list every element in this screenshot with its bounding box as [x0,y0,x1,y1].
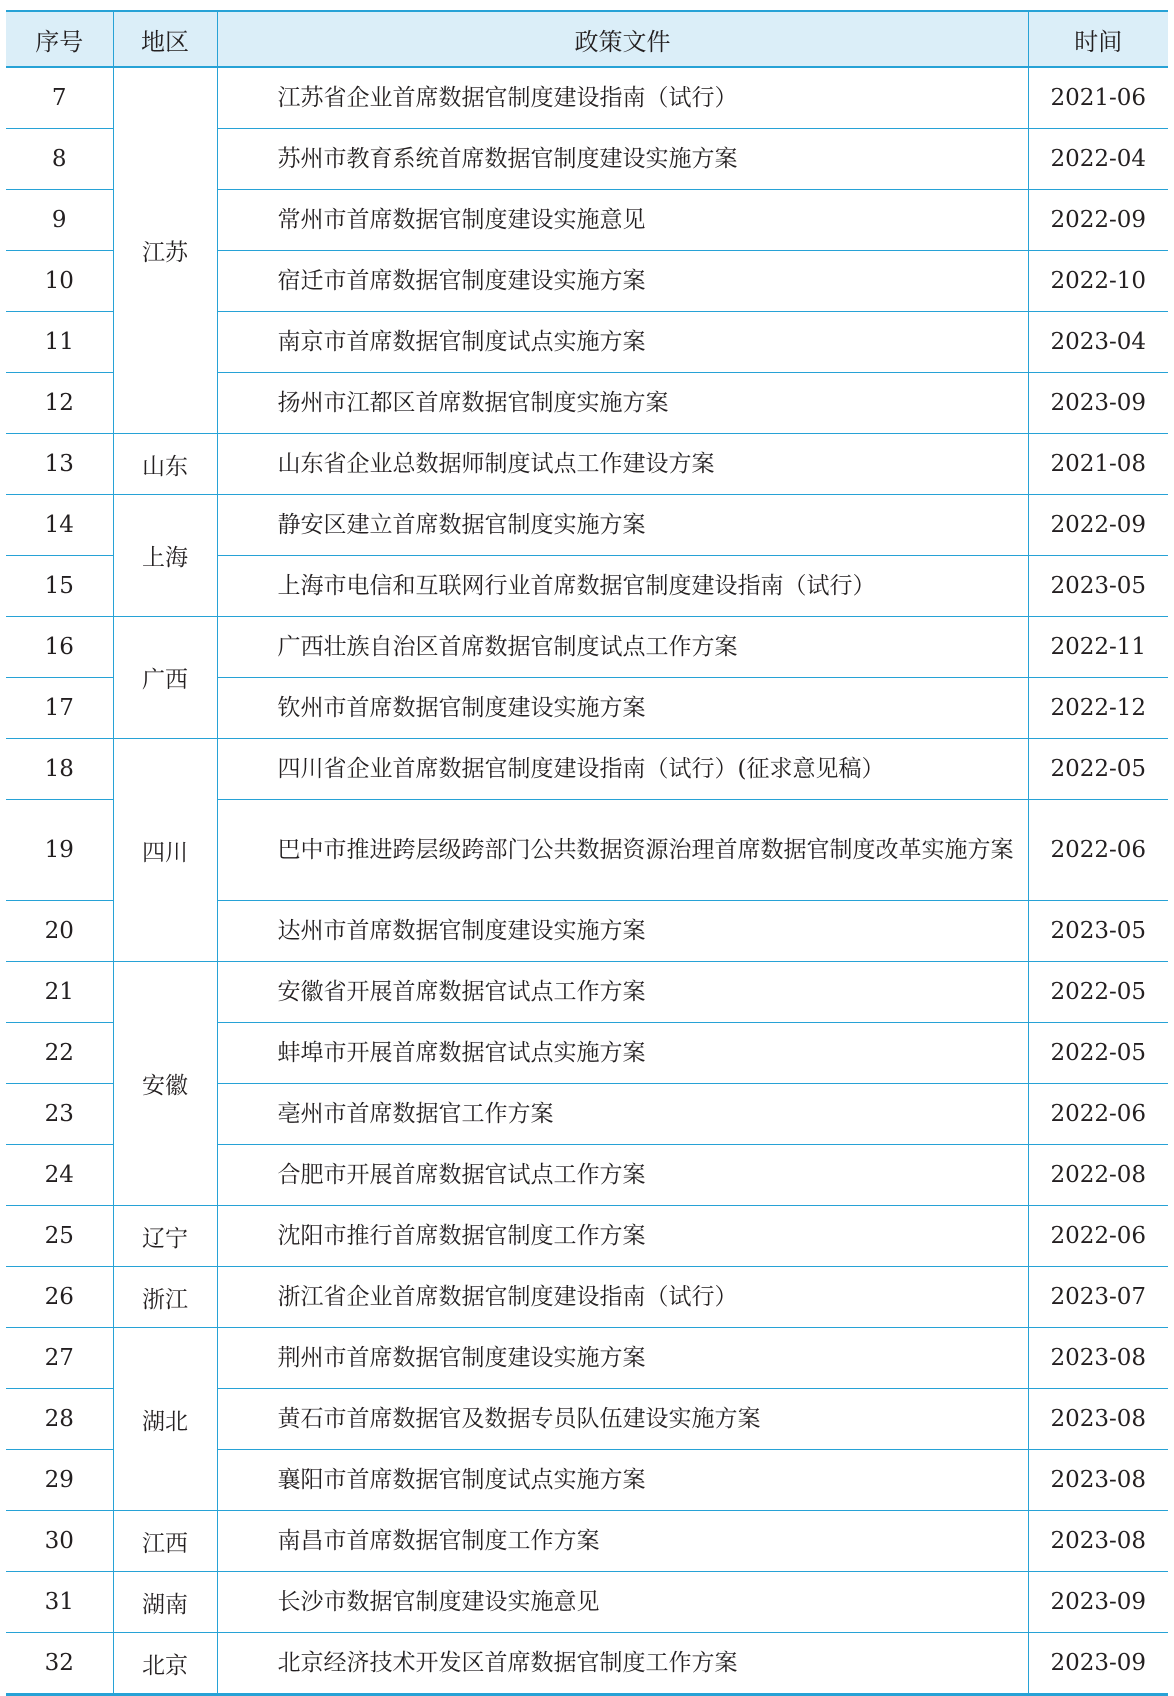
policy-document-text: 北京经济技术开发区首席数据官制度工作方案 [277,1650,738,1676]
row-number: 19 [6,800,113,901]
row-number: 7 [6,67,113,129]
row-number: 18 [6,739,113,800]
policy-document-text: 巴中市推进跨层级跨部门公共数据资源治理首席数据官制度改革实施方案 [277,837,1014,863]
table-row [6,1267,1168,1328]
row-number: 21 [6,962,113,1023]
header-number: 序号 [6,11,113,67]
policy-document-text: 浙江省企业首席数据官制度建设指南（试行） [277,1284,738,1310]
date-cell: 2023-07 [1028,1267,1168,1328]
date-cell: 2022-06 [1028,800,1168,901]
date-cell: 2022-09 [1028,190,1168,251]
date-cell: 2021-06 [1028,67,1168,129]
policy-document-cell [217,190,1028,251]
policy-document-text: 达州市首席数据官制度建设实施方案 [277,918,646,944]
table-row [6,1511,1168,1572]
policy-document-cell [217,1511,1028,1572]
policy-document-cell [217,617,1028,678]
policy-document-cell [217,678,1028,739]
date-cell: 2022-11 [1028,617,1168,678]
row-number: 31 [6,1572,113,1633]
table-row [6,1633,1168,1695]
region-cell: 湖北 [113,1328,217,1511]
date-cell: 2022-10 [1028,251,1168,312]
region-cell: 浙江 [113,1267,217,1328]
region-cell: 湖南 [113,1572,217,1633]
policy-document-text: 荆州市首席数据官制度建设实施方案 [277,1345,646,1371]
row-number: 20 [6,901,113,962]
region-cell: 北京 [113,1633,217,1695]
policy-document-text: 钦州市首席数据官制度建设实施方案 [277,695,646,721]
policy-document-text: 长沙市数据官制度建设实施意见 [277,1589,600,1615]
date-cell: 2023-09 [1028,1633,1168,1695]
policy-document-cell [217,739,1028,800]
policy-document-cell [217,962,1028,1023]
policy-document-cell [217,901,1028,962]
policy-document-text: 宿迁市首席数据官制度建设实施方案 [277,268,646,294]
policy-document-cell [217,1023,1028,1084]
policy-document-cell [217,129,1028,190]
policy-document-text: 蚌埠市开展首席数据官试点实施方案 [277,1040,646,1066]
date-cell: 2021-08 [1028,434,1168,495]
region-cell: 江苏 [113,67,217,434]
policy-document-text: 襄阳市首席数据官制度试点实施方案 [277,1467,646,1493]
policy-document-text: 常州市首席数据官制度建设实施意见 [277,207,646,233]
row-number: 27 [6,1328,113,1389]
region-cell: 安徽 [113,962,217,1206]
policy-document-text: 安徽省开展首席数据官试点工作方案 [277,979,646,1005]
row-number: 24 [6,1145,113,1206]
date-cell: 2023-09 [1028,373,1168,434]
policy-document-text: 南昌市首席数据官制度工作方案 [277,1528,600,1554]
row-number: 15 [6,556,113,617]
date-cell: 2022-12 [1028,678,1168,739]
policy-table-page [6,10,1168,1696]
table-row [6,1572,1168,1633]
table-row [6,434,1168,495]
row-number: 9 [6,190,113,251]
policy-document-cell [217,800,1028,901]
row-number: 11 [6,312,113,373]
date-cell: 2023-08 [1028,1511,1168,1572]
policy-document-cell [217,1328,1028,1389]
region-cell: 江西 [113,1511,217,1572]
policy-document-cell [217,1572,1028,1633]
policy-document-cell [217,495,1028,556]
row-number: 10 [6,251,113,312]
policy-document-cell [217,556,1028,617]
policy-document-text: 苏州市教育系统首席数据官制度建设实施方案 [277,146,738,172]
table-row [6,495,1168,556]
table-header-row [6,11,1168,67]
row-number: 13 [6,434,113,495]
header-policy-document: 政策文件 [217,11,1028,67]
row-number: 16 [6,617,113,678]
row-number: 14 [6,495,113,556]
row-number: 29 [6,1450,113,1511]
policy-document-text: 山东省企业总数据师制度试点工作建设方案 [277,451,715,477]
policy-document-cell [217,1389,1028,1450]
date-cell: 2022-05 [1028,962,1168,1023]
policy-document-cell [217,373,1028,434]
table-row [6,1206,1168,1267]
date-cell: 2023-09 [1028,1572,1168,1633]
policy-document-text: 广西壮族自治区首席数据官制度试点工作方案 [277,634,738,660]
policy-document-cell [217,1450,1028,1511]
row-number: 25 [6,1206,113,1267]
date-cell: 2023-05 [1028,901,1168,962]
policy-document-text: 亳州市首席数据官工作方案 [277,1101,554,1127]
row-number: 26 [6,1267,113,1328]
row-number: 28 [6,1389,113,1450]
row-number: 23 [6,1084,113,1145]
date-cell: 2023-05 [1028,556,1168,617]
date-cell: 2023-08 [1028,1328,1168,1389]
policy-document-cell [217,312,1028,373]
policy-table [6,10,1168,1696]
date-cell: 2023-04 [1028,312,1168,373]
policy-document-text: 南京市首席数据官制度试点实施方案 [277,329,646,355]
row-number: 12 [6,373,113,434]
table-row [6,617,1168,678]
row-number: 30 [6,1511,113,1572]
region-cell: 上海 [113,495,217,617]
row-number: 8 [6,129,113,190]
region-cell: 四川 [113,739,217,962]
header-region: 地区 [113,11,217,67]
date-cell: 2022-05 [1028,1023,1168,1084]
date-cell: 2022-06 [1028,1206,1168,1267]
table-row [6,67,1168,129]
policy-document-cell [217,1267,1028,1328]
policy-document-text: 黄石市首席数据官及数据专员队伍建设实施方案 [277,1406,761,1432]
policy-document-cell [217,67,1028,129]
policy-document-text: 四川省企业首席数据官制度建设指南（试行）(征求意见稿） [277,756,885,782]
policy-document-cell [217,1084,1028,1145]
policy-document-cell [217,434,1028,495]
date-cell: 2023-08 [1028,1389,1168,1450]
policy-document-cell [217,251,1028,312]
row-number: 22 [6,1023,113,1084]
table-row [6,1328,1168,1389]
policy-document-text: 静安区建立首席数据官制度实施方案 [277,512,646,538]
date-cell: 2022-05 [1028,739,1168,800]
row-number: 32 [6,1633,113,1695]
policy-document-text: 扬州市江都区首席数据官制度实施方案 [277,390,669,416]
policy-document-cell [217,1633,1028,1695]
date-cell: 2023-08 [1028,1450,1168,1511]
region-cell: 广西 [113,617,217,739]
header-date: 时间 [1028,11,1168,67]
date-cell: 2022-04 [1028,129,1168,190]
policy-document-text: 沈阳市推行首席数据官制度工作方案 [277,1223,646,1249]
policy-document-cell [217,1206,1028,1267]
table-row [6,962,1168,1023]
policy-document-text: 江苏省企业首席数据官制度建设指南（试行） [277,85,738,111]
policy-document-text: 合肥市开展首席数据官试点工作方案 [277,1162,646,1188]
date-cell: 2022-08 [1028,1145,1168,1206]
date-cell: 2022-06 [1028,1084,1168,1145]
policy-document-text: 上海市电信和互联网行业首席数据官制度建设指南（试行） [277,573,876,599]
table-row [6,739,1168,800]
region-cell: 山东 [113,434,217,495]
date-cell: 2022-09 [1028,495,1168,556]
policy-document-cell [217,1145,1028,1206]
region-cell: 辽宁 [113,1206,217,1267]
row-number: 17 [6,678,113,739]
